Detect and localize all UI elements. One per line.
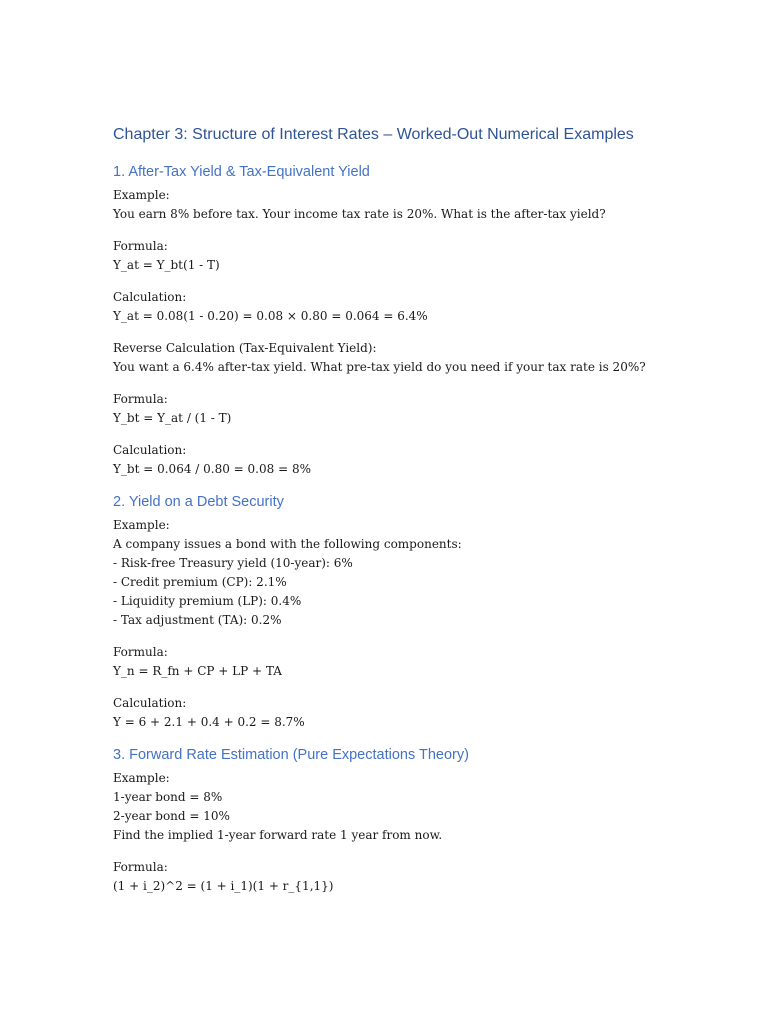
paragraph — [113, 390, 713, 428]
sections-container — [113, 162, 713, 896]
text-line: Example: — [113, 771, 170, 785]
text-line: Y_at = 0.08(1 - 0.20) = 0.08 × 0.80 = 0.064 = 6.4% — [113, 309, 428, 323]
paragraph — [113, 186, 713, 224]
paragraph — [113, 339, 713, 377]
section-2 — [113, 492, 713, 732]
text-line: Formula: — [113, 860, 168, 874]
paragraph — [113, 769, 713, 845]
text-line: - Tax adjustment (TA): 0.2% — [113, 613, 282, 627]
text-line: 2-year bond = 10% — [113, 809, 230, 823]
paragraph — [113, 694, 713, 732]
paragraph — [113, 643, 713, 681]
text-line: Y_at = Y_bt(1 - T) — [113, 258, 220, 272]
text-line: Formula: — [113, 392, 168, 406]
text-line: Find the implied 1-year forward rate 1 year from now. — [113, 828, 443, 842]
text-line: Reverse Calculation (Tax-Equivalent Yield): — [113, 341, 377, 355]
text-line: 1-year bond = 8% — [113, 790, 223, 804]
text-line: Example: — [113, 188, 170, 202]
text-line: Calculation: — [113, 696, 187, 710]
text-line: Formula: — [113, 239, 168, 253]
section-heading: 2. Yield on a Debt Security — [113, 494, 284, 510]
text-line: You earn 8% before tax. Your income tax rate is 20%. What is the after-tax yield? — [113, 207, 606, 221]
text-line: Example: — [113, 518, 170, 532]
paragraph — [113, 858, 713, 896]
text-line: Y_n = R_fn + CP + LP + TA — [113, 664, 282, 678]
text-line: - Liquidity premium (LP): 0.4% — [113, 594, 302, 608]
section-1 — [113, 162, 713, 479]
paragraph — [113, 441, 713, 479]
paragraph — [113, 288, 713, 326]
paragraph — [113, 516, 713, 630]
section-heading: 1. After-Tax Yield & Tax-Equivalent Yield — [113, 164, 370, 180]
text-line: A company issues a bond with the following components: — [113, 537, 462, 551]
text-line: Y = 6 + 2.1 + 0.4 + 0.2 = 8.7% — [113, 715, 305, 729]
paragraph — [113, 237, 713, 275]
text-line: - Credit premium (CP): 2.1% — [113, 575, 287, 589]
document-title: Chapter 3: Structure of Interest Rates – Worked-Out Numerical Examples — [113, 126, 634, 143]
text-line: You want a 6.4% after-tax yield. What pre-tax yield do you need if your tax rate is 20%? — [113, 360, 646, 374]
text-line: Y_bt = 0.064 / 0.80 = 0.08 = 8% — [113, 462, 311, 476]
text-line: - Risk-free Treasury yield (10-year): 6% — [113, 556, 353, 570]
text-line: Formula: — [113, 645, 168, 659]
text-line: Y_bt = Y_at / (1 - T) — [113, 411, 232, 425]
document-page — [113, 124, 713, 909]
text-line: Calculation: — [113, 290, 187, 304]
text-line: (1 + i_2)^2 = (1 + i_1)(1 + r_{1,1}) — [113, 879, 334, 893]
section-heading: 3. Forward Rate Estimation (Pure Expectations Theory) — [113, 747, 469, 763]
text-line: Calculation: — [113, 443, 187, 457]
section-3 — [113, 745, 713, 896]
